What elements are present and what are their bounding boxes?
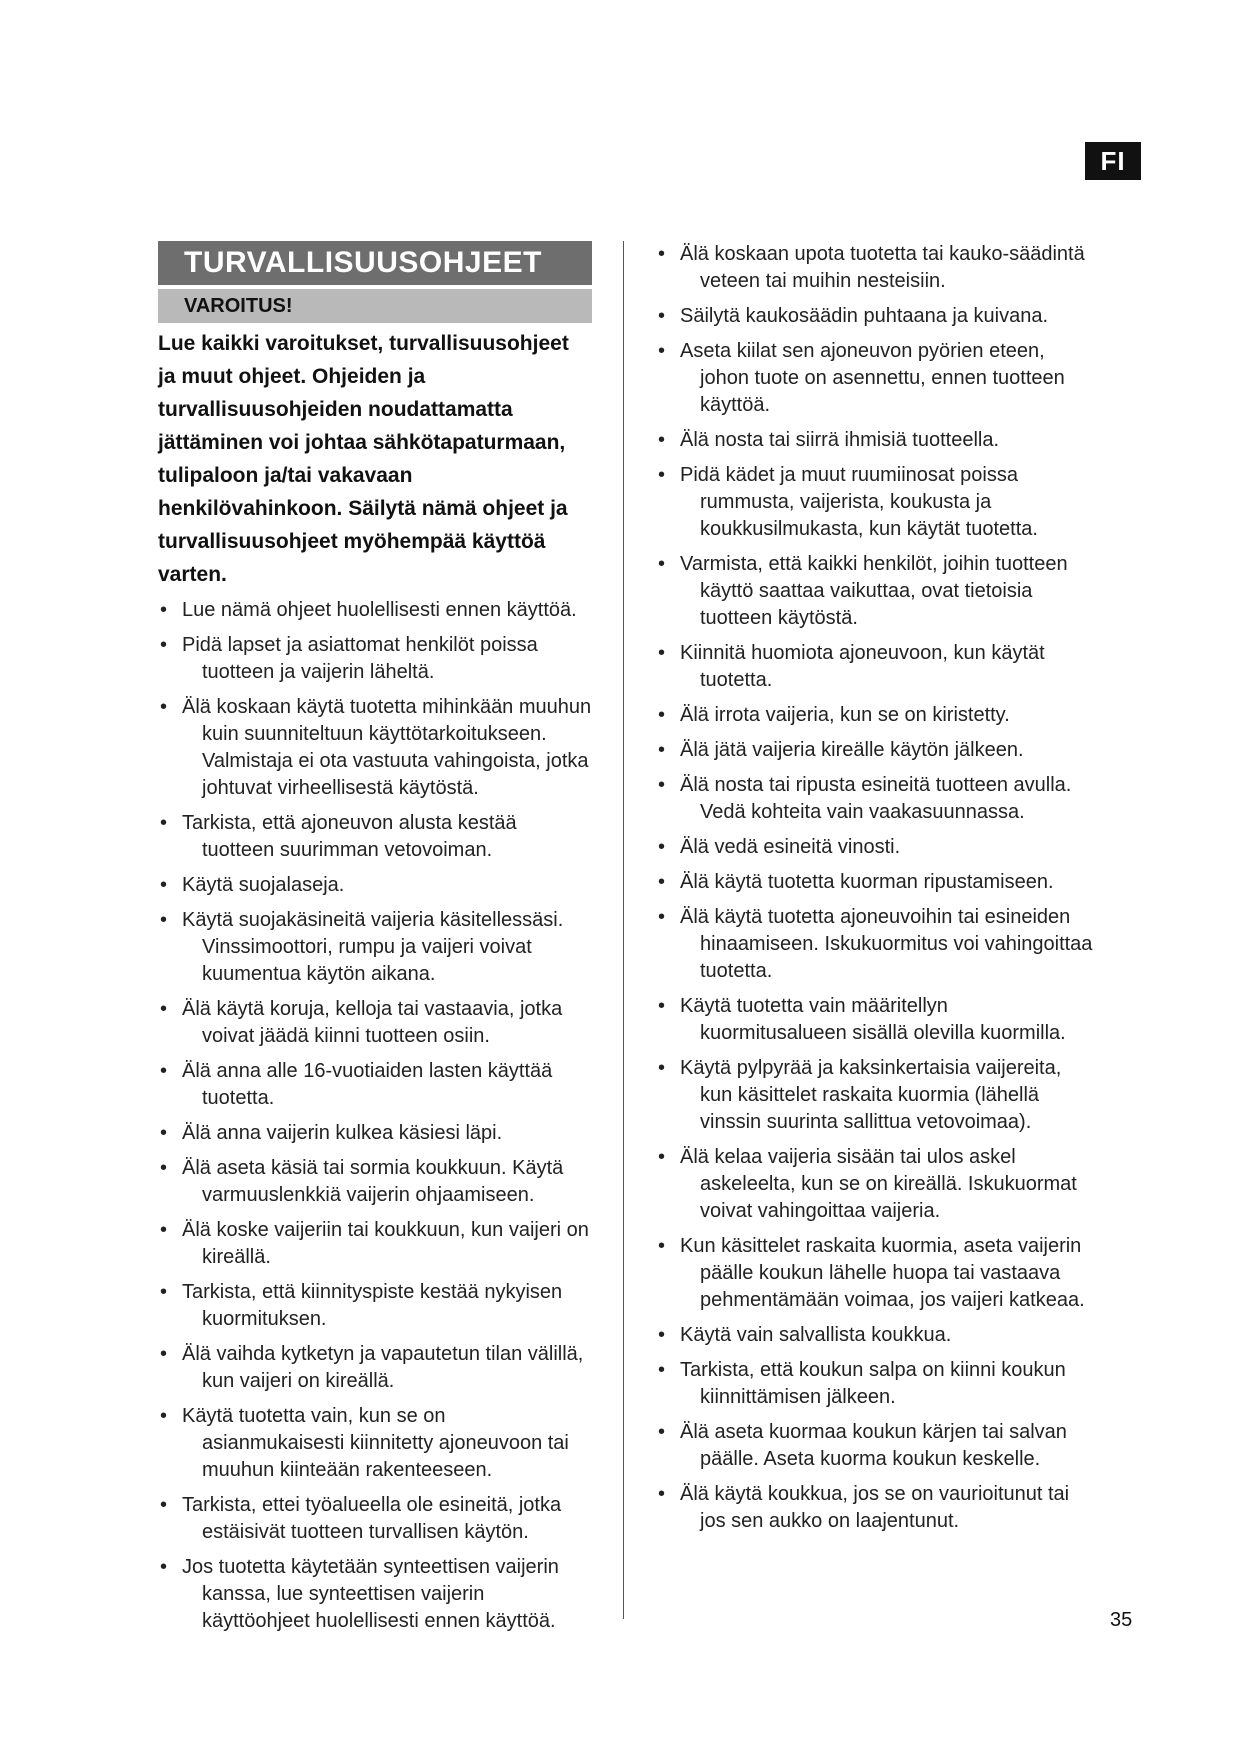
list-item bbox=[158, 632, 592, 686]
list-item-text: • Tarkista, että ajoneuvon alusta kestää tuotteen suurimman vetovoiman. bbox=[182, 812, 517, 861]
list-item-text: • Tarkista, että kiinnityspiste kestää nykyisen kuormituksen. bbox=[182, 1281, 563, 1330]
list-item-text: • Älä käytä tuotetta kuorman ripustamiseen. bbox=[680, 871, 1054, 893]
list-item bbox=[158, 597, 592, 624]
list-item-text: • Pidä kädet ja muut ruumiinosat poissa rummusta, vaijerista, koukusta ja koukkusilmukasta, kun käytät tuotetta. bbox=[680, 464, 1038, 540]
list-item-text: • Älä käytä tuotetta ajoneuvoihin tai esineiden hinaamiseen. Iskukuormitus voi vahingoittaa tuotetta. bbox=[680, 906, 1093, 982]
list-item-text: • Säilytä kaukosäädin puhtaana ja kuivana. bbox=[680, 305, 1049, 327]
list-item bbox=[656, 737, 1096, 764]
list-item-text: • Pidä lapset ja asiattomat henkilöt poissa tuotteen ja vaijerin läheltä. bbox=[182, 634, 538, 683]
list-item-text: • Kun käsittelet raskaita kuormia, aseta vaijerin päälle koukun lähelle huopa tai vastaava pehmentämään voimaa, jos vaijeri katkeaa. bbox=[680, 1235, 1085, 1311]
warning-text: Lue kaikki varoitukset, turvallisuusohjeet ja muut ohjeet. Ohjeiden ja turvallisuusohjeiden noudattamatta jättäminen voi johtaa sähkötapaturmaan, tulipaloon ja/tai vakavaan henkilövahinkoon. Säilytä nämä ohjeet ja turvallisuusohjeet myöhempää käyttöä varten. bbox=[158, 332, 569, 586]
list-item bbox=[656, 427, 1096, 454]
column-divider bbox=[623, 241, 624, 1619]
list-item-text: • Käytä suojakäsineitä vaijeria käsitellessäsi. Vinssimoottori, rumpu ja vaijeri voivat kuumentua käytön aikana. bbox=[182, 909, 564, 985]
list-item-text: • Älä käytä koukkua, jos se on vaurioitunut tai jos sen aukko on laajentunut. bbox=[680, 1483, 1070, 1532]
list-item-text: • Älä kelaa vaijeria sisään tai ulos askel askeleelta, kun se on kireällä. Iskukuormat voivat vahingoittaa vaijeria. bbox=[680, 1146, 1077, 1222]
list-item-text: • Älä vaihda kytketyn ja vapautetun tilan välillä, kun vaijeri on kireällä. bbox=[182, 1343, 584, 1392]
language-badge: FI bbox=[1085, 142, 1141, 180]
list-item-text: • Kiinnitä huomiota ajoneuvoon, kun käytät tuotetta. bbox=[680, 642, 1045, 691]
list-item bbox=[158, 1058, 592, 1112]
list-item-text: • Älä nosta tai ripusta esineitä tuotteen avulla. Vedä kohteita vain vaakasuunnassa. bbox=[680, 774, 1072, 823]
list-item-text: • Älä aseta käsiä tai sormia koukkuun. Käytä varmuuslenkkiä vaijerin ohjaamiseen. bbox=[182, 1157, 564, 1206]
left-column bbox=[158, 241, 592, 1643]
list-item bbox=[656, 702, 1096, 729]
list-item bbox=[656, 640, 1096, 694]
list-item bbox=[656, 869, 1096, 896]
list-item-text: • Käytä vain salvallista koukkua. bbox=[680, 1324, 952, 1346]
list-item bbox=[158, 1279, 592, 1333]
list-item-text: • Älä vedä esineitä vinosti. bbox=[680, 836, 901, 858]
list-item bbox=[158, 1120, 592, 1147]
list-item-text: • Älä koske vaijeriin tai koukkuun, kun vaijeri on kireällä. bbox=[182, 1219, 589, 1268]
list-item bbox=[158, 1554, 592, 1635]
list-item bbox=[656, 241, 1096, 295]
list-item-text: • Älä aseta kuormaa koukun kärjen tai salvan päälle. Aseta kuorma koukun keskelle. bbox=[680, 1421, 1067, 1470]
list-item-text: • Älä anna alle 16-vuotiaiden lasten käyttää tuotetta. bbox=[182, 1060, 553, 1109]
warning-label: VAROITUS! bbox=[158, 289, 592, 323]
list-item bbox=[656, 462, 1096, 543]
list-item bbox=[656, 904, 1096, 985]
list-item bbox=[656, 1481, 1096, 1535]
list-item-text: • Tarkista, ettei työalueella ole esineitä, jotka estäisivät tuotteen turvallisen käytön. bbox=[182, 1494, 562, 1543]
list-item bbox=[656, 1055, 1096, 1136]
list-item bbox=[656, 772, 1096, 826]
list-item bbox=[158, 1492, 592, 1546]
list-item bbox=[158, 694, 592, 802]
list-item-text: • Varmista, että kaikki henkilöt, joihin tuotteen käyttö saattaa vaikuttaa, ovat tietoisia tuotteen käytöstä. bbox=[680, 553, 1068, 629]
list-item-text: • Älä anna vaijerin kulkea käsiesi läpi. bbox=[182, 1122, 503, 1144]
list-item bbox=[656, 551, 1096, 632]
list-item-text: • Älä nosta tai siirrä ihmisiä tuotteella. bbox=[680, 429, 1000, 451]
list-item bbox=[158, 810, 592, 864]
list-item-text: • Lue nämä ohjeet huolellisesti ennen käyttöä. bbox=[182, 599, 577, 621]
list-item bbox=[158, 907, 592, 988]
list-item bbox=[656, 1144, 1096, 1225]
list-item bbox=[656, 1357, 1096, 1411]
list-item-text: • Älä koskaan upota tuotetta tai kauko-säädintä veteen tai muihin nesteisiin. bbox=[680, 243, 1085, 292]
list-item-text: • Älä käytä koruja, kelloja tai vastaavia, jotka voivat jäädä kiinni tuotteen osiin. bbox=[182, 998, 563, 1047]
list-item bbox=[656, 338, 1096, 419]
list-item bbox=[158, 1341, 592, 1395]
section-title: TURVALLISUUSOHJEET bbox=[158, 241, 592, 285]
list-item-text: • Käytä tuotetta vain määritellyn kuormitusalueen sisällä olevilla kuormilla. bbox=[680, 995, 1066, 1044]
list-item bbox=[656, 1233, 1096, 1314]
list-item-text: • Aseta kiilat sen ajoneuvon pyörien eteen, johon tuote on asennettu, ennen tuotteen käyttöä. bbox=[680, 340, 1065, 416]
list-item-text: • Käytä tuotetta vain, kun se on asianmukaisesti kiinnitetty ajoneuvoon tai muuhun kiinteään rakenteeseen. bbox=[182, 1405, 569, 1481]
page-number: 35 bbox=[1110, 1609, 1133, 1631]
right-bullet-list bbox=[656, 241, 1096, 1535]
list-item-text: • Älä irrota vaijeria, kun se on kiristetty. bbox=[680, 704, 1010, 726]
list-item bbox=[158, 1217, 592, 1271]
list-item bbox=[656, 834, 1096, 861]
list-item bbox=[158, 996, 592, 1050]
list-item bbox=[158, 872, 592, 899]
list-item bbox=[656, 303, 1096, 330]
list-item bbox=[656, 1419, 1096, 1473]
list-item-text: • Älä koskaan käytä tuotetta mihinkään muuhun kuin suunniteltuun käyttötarkoitukseen. Valmistaja ei ota vastuuta vahingoista, jotka johtuvat virheellisestä käytöstä. bbox=[182, 696, 592, 799]
list-item-text: • Tarkista, että koukun salpa on kiinni koukun kiinnittämisen jälkeen. bbox=[680, 1359, 1066, 1408]
list-item bbox=[656, 1322, 1096, 1349]
list-item bbox=[158, 1155, 592, 1209]
left-bullet-list bbox=[158, 597, 592, 1635]
list-item-text: • Käytä pylpyrää ja kaksinkertaisia vaijereita, kun käsittelet raskaita kuormia (lähellä vinssin suurinta sallittua vetovoimaa). bbox=[680, 1057, 1062, 1133]
list-item bbox=[656, 993, 1096, 1047]
right-column bbox=[656, 241, 1096, 1543]
list-item-text: • Jos tuotetta käytetään synteettisen vaijerin kanssa, lue synteettisen vaijerin käyttöohjeet huolellisesti ennen käyttöä. bbox=[182, 1556, 559, 1632]
list-item-text: • Käytä suojalaseja. bbox=[182, 874, 345, 896]
list-item bbox=[158, 1403, 592, 1484]
list-item-text: • Älä jätä vaijeria kireälle käytön jälkeen. bbox=[680, 739, 1024, 761]
